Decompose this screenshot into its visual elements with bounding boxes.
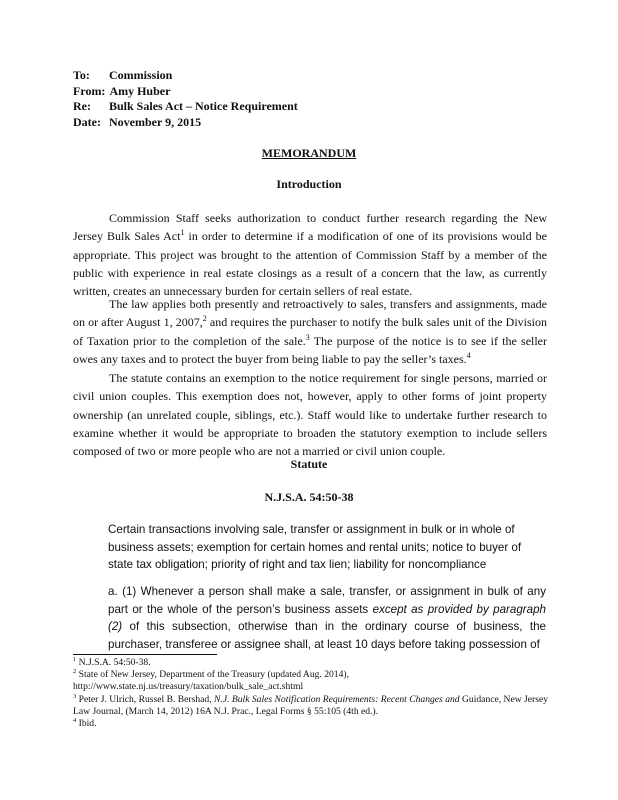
footnotes [73, 657, 551, 730]
footnote-3-text-a: Peter J. Ulrich, Russel B. Bershad, [76, 693, 215, 705]
paragraph-exemption: The statute contains an exemption to the notice requirement for single persons, married or civil union couples. This exemption does not, however, apply to other forms of joint property ownership (an unrelated couple, siblings, etc.). Staff would like to undertake further research to examine whether it would be appropriate to broaden the statutory exemption to include sellers composed of two or more people who are not a married or civil union couple. [73, 371, 547, 459]
footnote-2-url[interactable]: http://www.state.nj.us/treasury/taxation/bulk_sale_act.shtml [73, 681, 304, 693]
footnote-1-number: 1 [73, 655, 77, 663]
footnote-4-number: 4 [73, 716, 77, 724]
re-label: Re: [73, 99, 91, 113]
footnote-divider [73, 654, 217, 655]
introduction-heading: Introduction [276, 177, 342, 191]
para2-text-a: The law applies both presently and retroactively to sales, transfers and assignments, made on or after August 1, 2007, [73, 297, 547, 330]
footnote-1-text: N.J.S.A. 54:50-38. [76, 657, 151, 668]
para2-text-b: and requires the purchaser to notify the bulk sales unit of the Division of Taxation prior to the completion of the sale. [73, 315, 547, 348]
statute-caption: Certain transactions involving sale, transfer or assignment in bulk or in whole of business assets; exemption for certain homes and rental units; notice to buyer of state tax obligation; priority of right and tax lien; liability for noncompliance [108, 523, 522, 571]
para2-text-c: The purpose of the notice is to see if the seller owes any taxes and to protect the buyer from being liable to pay the seller’s taxes. [73, 333, 548, 366]
footnote-ref-1: 1 [180, 228, 185, 238]
date-row [73, 115, 298, 131]
memo-title: MEMORANDUM [261, 146, 357, 160]
statute-text-emphasis: except as provided by paragraph (2) [108, 602, 546, 633]
to-row [73, 68, 298, 84]
footnote-1 [73, 657, 551, 669]
from-value: Amy Huber [109, 83, 171, 98]
footnote-2 [73, 669, 551, 681]
para1-text-b: in order to determine if a modification of one of its provisions would be appropriate. This project was brought to the attention of Commission Staff by a member of the public with experience in real estate closings as a result of a concern that the law, as currently written, creates an unnecessary burden for certain sellers of real estate. [73, 229, 547, 299]
footnote-2-number: 2 [73, 668, 77, 676]
statute-text [108, 583, 546, 653]
footnote-ref-2: 2 [202, 314, 207, 324]
to-label: To: [73, 68, 90, 82]
from-row [73, 84, 298, 100]
date-label: Date: [73, 114, 101, 129]
para1-text-a: Commission Staff seeks authorization to conduct further research regarding the New Jersey Bulk Sales Act [73, 211, 547, 244]
footnote-ref-3: 3 [305, 332, 310, 342]
date-value: November 9, 2015 [109, 114, 202, 129]
footnote-4 [73, 718, 551, 730]
statute-text-a: a. (1) Whenever a person shall make a sale, transfer, or assignment in bulk of any part or the whole of the person’s business assets [108, 585, 546, 616]
statute-heading: Statute [290, 457, 328, 471]
paragraph-intro [73, 209, 547, 300]
footnote-3-title: N.J. Bulk Sales Notification Requirements: Recent Changes and [214, 693, 460, 705]
memo-header [73, 68, 298, 130]
footnote-2-text: State of New Jersey, Department of the Treasury (updated Aug. 2014), [76, 669, 349, 681]
re-row [73, 99, 298, 115]
to-value: Commission [109, 68, 173, 82]
footnote-3-number: 3 [73, 692, 77, 700]
from-label: From: [73, 83, 106, 98]
re-value: Bulk Sales Act – Notice Requirement [109, 99, 298, 113]
paragraph-law-applies [73, 295, 547, 368]
footnote-3 [73, 694, 551, 718]
statute-text-b: of this subsection, otherwise than in the ordinary course of business, the purchaser, transferee or assignee shall, at least 10 days before taking possession of [108, 620, 546, 651]
footnote-3-text-b: Guidance, New Jersey Law Journal, (March 14, 2012) 16A N.J. Prac., Legal Forms § 55:105 (4th ed.). [73, 693, 549, 717]
footnote-4-text: Ibid. [76, 718, 97, 730]
footnote-ref-4: 4 [466, 350, 471, 360]
statute-citation: N.J.S.A. 54:50-38 [264, 490, 354, 504]
